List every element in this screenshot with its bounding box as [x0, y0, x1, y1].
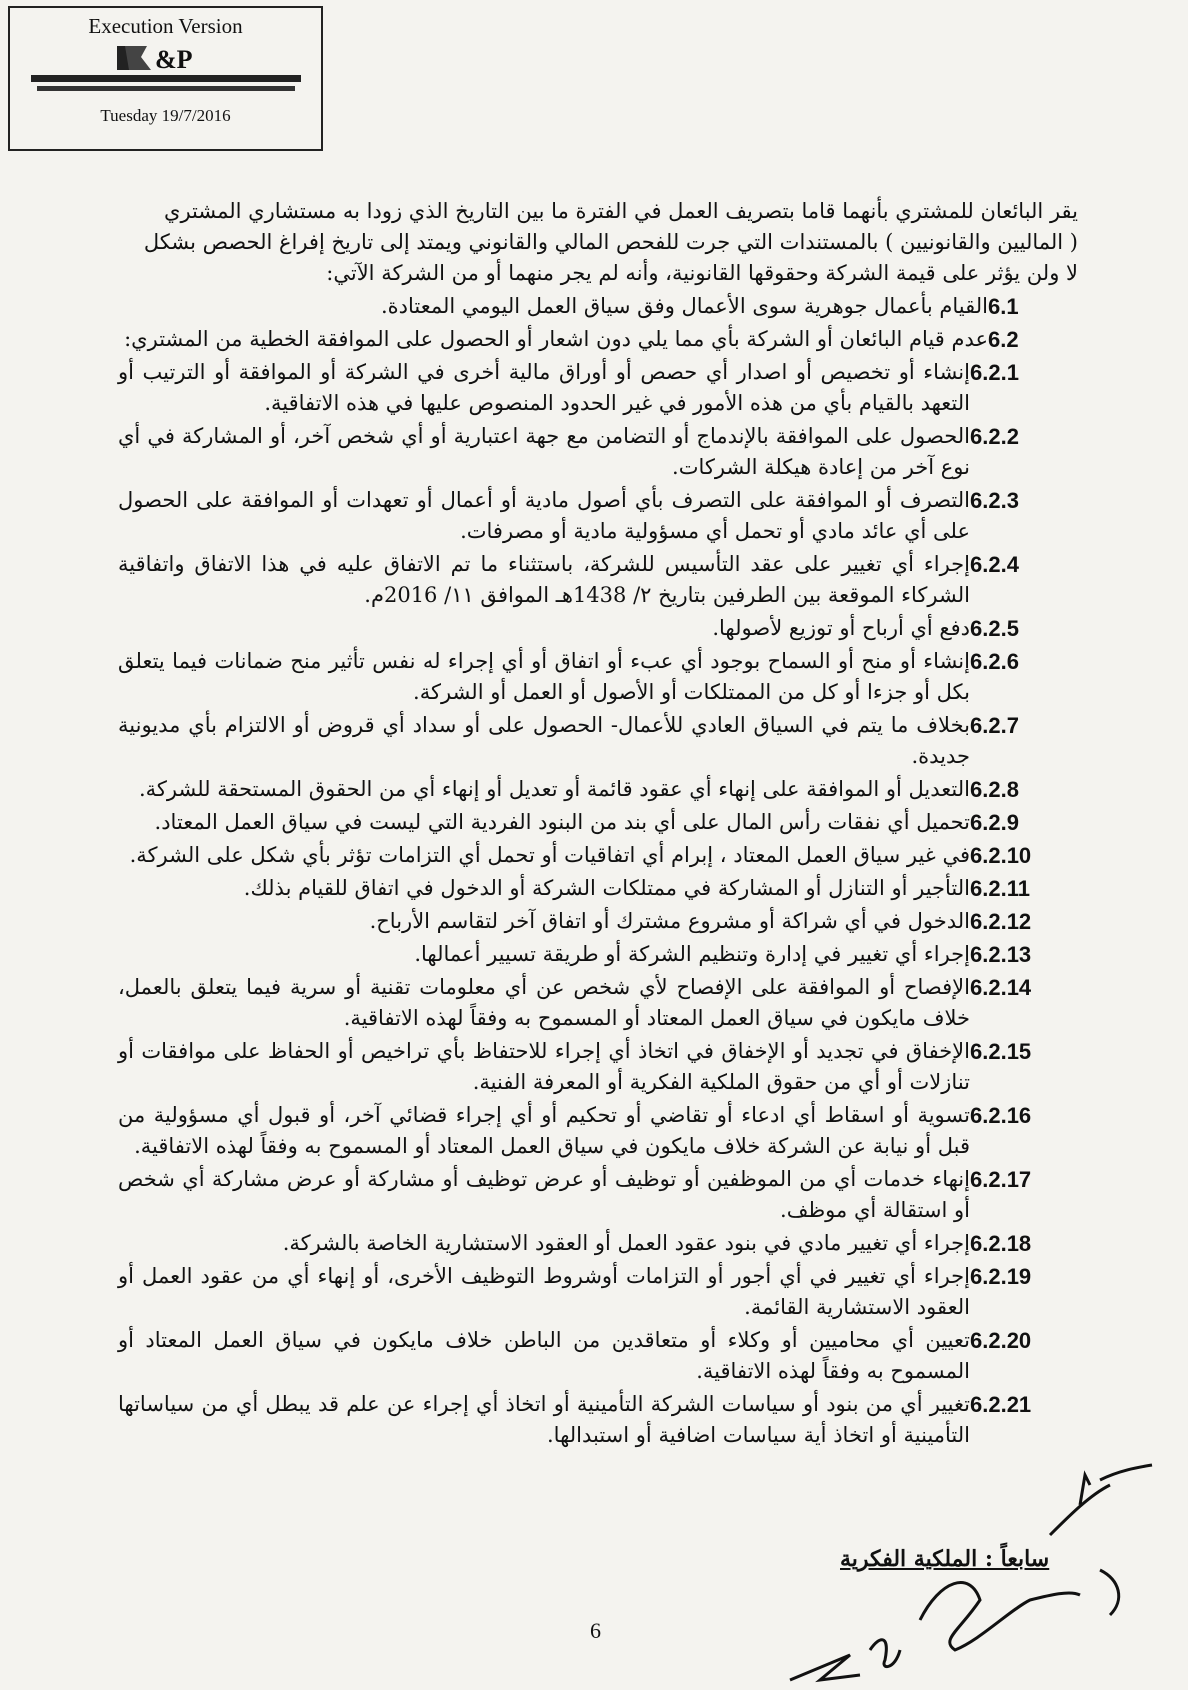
subclause-item: [118, 774, 1078, 805]
subclause-item: [118, 1164, 1078, 1226]
subclause-text: تعيين أي محاميين أو وكلاء أو متعاقدين من الباطن خلاف مايكون في سياق العمل المعتاد أو المسموح به وفقاً لهذه الاتفاقية.: [118, 1328, 970, 1383]
subclause-text: إجراء أي تغيير مادي في بنود عقود العمل أو العقود الاستشارية الخاصة بالشركة.: [282, 1231, 970, 1255]
subclause-item: [118, 549, 1078, 611]
initials-signature: [1040, 1455, 1160, 1545]
subclause-item: [118, 646, 1078, 708]
subclause-item: [118, 873, 1078, 904]
subclause-text: إنهاء خدمات أي من الموظفين أو توظيف أو عرض توظيف أو مشاركة أو عرض مشاركة أي شخص أو استقالة أي موظف.: [118, 1167, 970, 1222]
subclause-item: [118, 939, 1078, 970]
subclause-item: [118, 906, 1078, 937]
subclause-text: الحصول على الموافقة بالإندماج أو التضامن مع جهة اعتبارية أو أي شخص آخر، أو المشاركة في أي نوع آخر من إعادة هيكلة الشركات.: [118, 424, 970, 479]
subclause-number: 6.2.7: [970, 713, 1019, 738]
subclause-text: دفع أي أرباح أو توزيع لأصولها.: [712, 616, 970, 640]
subclause-item: [118, 710, 1078, 772]
subclause-number: 6.2.3: [970, 488, 1019, 513]
subclause-text: التأجير أو التنازل أو المشاركة في ممتلكات الشركة أو الدخول في اتفاق للقيام بذلك.: [243, 876, 970, 900]
subclause-number: 6.2.6: [970, 649, 1019, 674]
subclause-item: [118, 357, 1078, 419]
stamp-date: Tuesday 19/7/2016: [100, 106, 231, 125]
subclause-item: [118, 485, 1078, 547]
subclause-number: 6.2.17: [970, 1167, 1032, 1192]
page-number: 6: [590, 1618, 601, 1643]
subclause-number: 6.2.21: [970, 1392, 1032, 1417]
subclause-list: [118, 357, 1078, 1451]
subclause-item: [118, 807, 1078, 838]
clause-text: القيام بأعمال جوهرية سوى الأعمال وفق سياق العمل اليومي المعتادة.: [380, 294, 988, 318]
stamp-version: Execution Version: [88, 14, 243, 38]
subclause-number: 6.2.11: [970, 876, 1030, 901]
subclause-number: 6.2.18: [970, 1231, 1032, 1256]
subclause-text: تسوية أو اسقاط أي ادعاء أو تقاضي أو تحكيم أو أي إجراء قضائي آخر، أو قبول أي مسؤولية من قبل أو نيابة عن الشركة خلاف مايكون في سياق العمل المعتاد أو المسموح به وفقاً لهذه الاتفاقية.: [118, 1103, 970, 1158]
subclause-text: إجراء أي تغيير على عقد التأسيس للشركة، باستثناء ما تم الاتفاق عليه في هذا الاتفاق واتفاقية الشركاء الموقعة بين الطرفين بتاريخ ٢/ 1438هـ الموافق ١١/ 2016م.: [118, 552, 970, 607]
subclause-item: [118, 972, 1078, 1034]
clause-text: عدم قيام البائعان أو الشركة بأي مما يلي دون اشعار أو الحصول على الموافقة الخطية من المشتري:: [124, 327, 988, 351]
handwritten-signature: [780, 1540, 1140, 1690]
subclause-number: 6.2.19: [970, 1264, 1032, 1289]
subclause-text: إنشاء أو منح أو السماح بوجود أي عبء أو اتفاق أو أي إجراء له نفس تأثير منح ضمانات فيما يتعلق بكل أو جزءا أو كل من الممتلكات أو الأصول أو العمل أو الشركة.: [118, 649, 970, 704]
clause-item: [118, 324, 1078, 355]
intro-line: يقر البائعان للمشتري بأنهما قاما بتصريف العمل في الفترة ما بين التاريخ الذي زودا به مستشاري المشتري: [164, 199, 1078, 223]
firm-logo-icon: [111, 43, 221, 73]
subclause-number: 6.2.5: [970, 616, 1019, 641]
subclause-number: 6.2.14: [970, 975, 1032, 1000]
subclause-item: [118, 1036, 1078, 1098]
subclause-text: الإفصاح أو الموافقة على الإفصاح لأي شخص عن أي معلومات تقنية أو سرية فيما يتعلق بالعمل، خلاف مايكون في سياق العمل المعتاد أو المسموح به وفقاً لهذه الاتفاقية.: [118, 975, 970, 1030]
subclause-number: 6.2.15: [970, 1039, 1032, 1064]
subclause-item: [118, 1100, 1078, 1162]
subclause-number: 6.2.20: [970, 1328, 1032, 1353]
subclause-text: الإخفاق في تجديد أو الإخفاق في اتخاذ أي إجراء للاحتفاظ بأي تراخيص أو الحفاظ على موافقات أو تنازلات أو أي من حقوق الملكية الفكرية أو المعرفة الفنية.: [118, 1039, 970, 1094]
clause-item: [118, 291, 1078, 322]
subclause-text: التصرف أو الموافقة على التصرف بأي أصول مادية أو أعمال أو تعهدات أو الموافقة على الحصول على أي عائد مادي أو تحمل أي مسؤولية مادية أو مصرفات.: [118, 488, 970, 543]
subclause-number: 6.2.4: [970, 552, 1019, 577]
intro-line: ( الماليين والقانونيين ) بالمستندات التي جرت للفحص المالي والقانوني ويمتد إلى تاريخ إفراغ الحصص بشكل: [143, 230, 1078, 254]
subclause-text: في غير سياق العمل المعتاد ، إبرام أي اتفاقيات أو تحمل أي التزامات تؤثر بأي شكل على الشركة.: [129, 843, 970, 867]
subclause-text: التعديل أو الموافقة على إنهاء أي عقود قائمة أو تعديل أو إنهاء أي من الحقوق المستحقة للشركة.: [138, 777, 970, 801]
subclause-text: بخلاف ما يتم في السياق العادي للأعمال- الحصول على أو سداد أي قروض أو الالتزام بأي مديونية جديدة.: [118, 713, 970, 768]
subclause-number: 6.2.9: [970, 810, 1019, 835]
intro-paragraph: [118, 196, 1078, 289]
subclause-number: 6.2.1: [970, 360, 1019, 385]
subclause-number: 6.2.13: [970, 942, 1032, 967]
clause-list: [118, 291, 1078, 355]
subclause-item: [118, 840, 1078, 871]
subclause-number: 6.2.16: [970, 1103, 1032, 1128]
subclause-item: [118, 421, 1078, 483]
subclause-text: إنشاء أو تخصيص أو اصدار أي حصص أو أوراق مالية أخرى في الشركة أو الموافقة أو الترتيب أو التعهد بالقيام بأي من هذه الأمور في غير الحدود المنصوص عليها في هذه الاتفاقية.: [118, 360, 970, 415]
clause-number: 6.2: [988, 327, 1019, 352]
document-body: [118, 196, 1078, 1451]
subclause-item: [118, 1325, 1078, 1387]
subclause-number: 6.2.10: [970, 843, 1032, 868]
subclause-text: تحميل أي نفقات رأس المال على أي بند من البنود الفردية التي ليست في سياق العمل المعتاد.: [154, 810, 970, 834]
execution-stamp: [8, 6, 323, 151]
subclause-item: [118, 1228, 1078, 1259]
svg-text:&P: &P: [154, 45, 193, 73]
subclause-text: إجراء أي تغيير في أي أجور أو التزامات أوشروط التوظيف الأخرى، أو إنهاء أي من عقود العمل أو العقود الاستشارية القائمة.: [118, 1264, 970, 1319]
section-heading: سابعاً : الملكية الفكرية: [840, 1546, 1050, 1572]
subclause-item: [118, 1261, 1078, 1323]
subclause-item: [118, 613, 1078, 644]
clause-number: 6.1: [988, 294, 1019, 319]
subclause-number: 6.2.12: [970, 909, 1032, 934]
subclause-item: [118, 1389, 1078, 1451]
subclause-text: تغيير أي من بنود أو سياسات الشركة التأمينية أو اتخاذ أي إجراء عن علم قد يبطل أي من سياساتها التأمينية أو اتخاذ أية سياسات اضافية أو استبدالها.: [118, 1392, 970, 1447]
subclause-text: الدخول في أي شراكة أو مشروع مشترك أو اتفاق آخر لتقاسم الأرباح.: [369, 909, 970, 933]
subclause-text: إجراء أي تغيير في إدارة وتنظيم الشركة أو طريقة تسيير أعمالها.: [414, 942, 970, 966]
intro-line: لا ولن يؤثر على قيمة الشركة وحقوقها القانونية، وأنه لم يجر منهما أو من الشركة الآتي:: [326, 261, 1078, 285]
firm-name-graphic: [21, 73, 311, 95]
firm-logo: [10, 43, 321, 73]
subclause-number: 6.2.2: [970, 424, 1019, 449]
subclause-number: 6.2.8: [970, 777, 1019, 802]
